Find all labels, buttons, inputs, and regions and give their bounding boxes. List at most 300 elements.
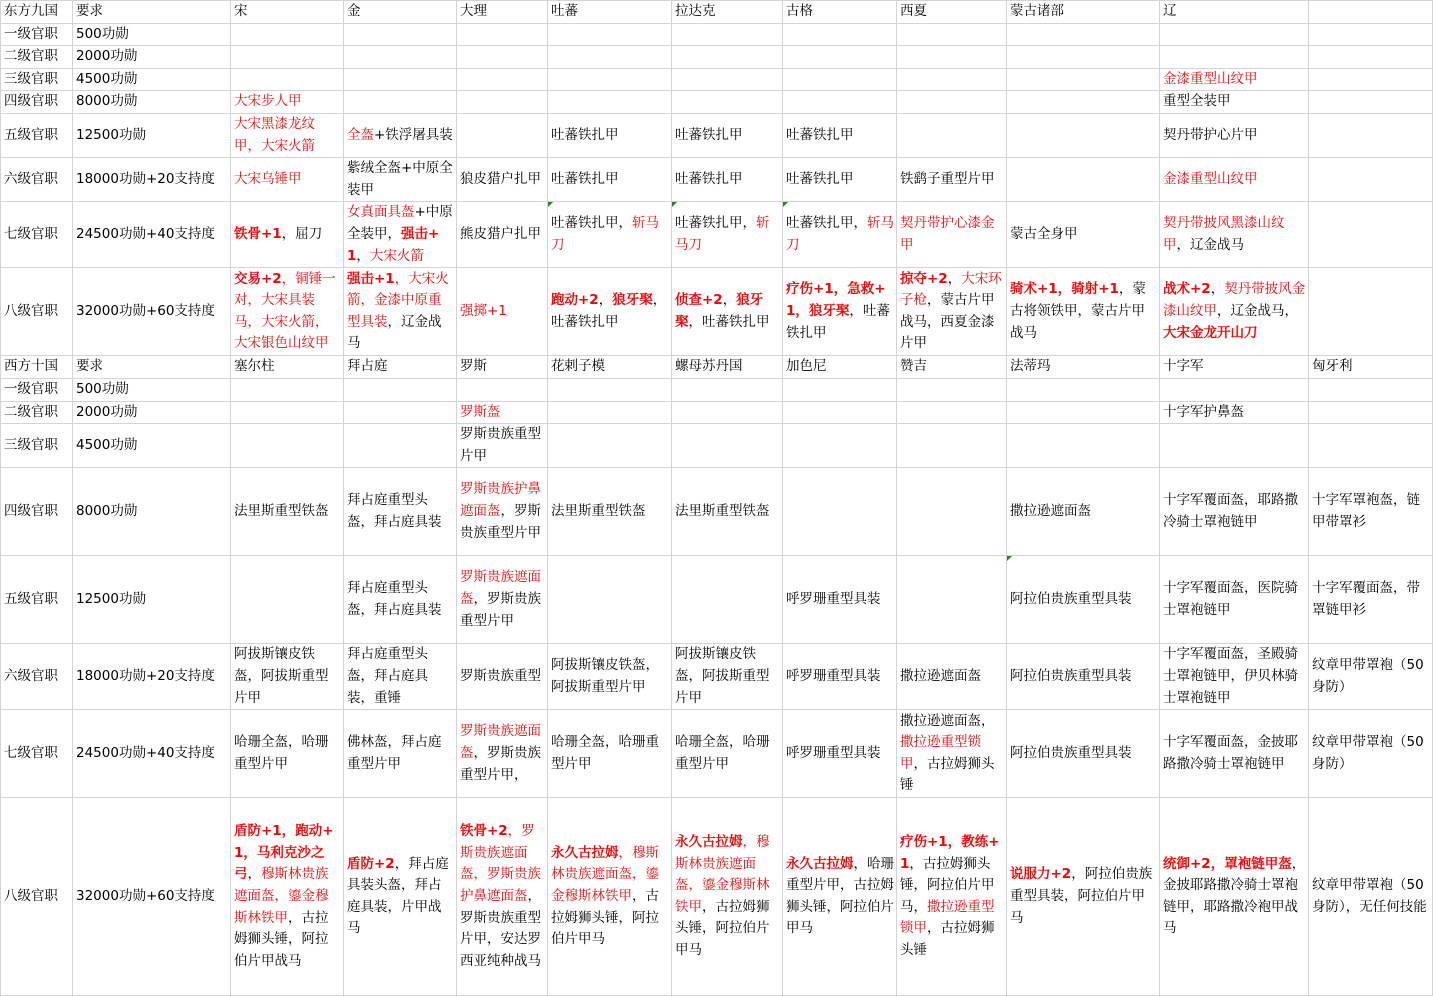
cell-text: 加色尼 (786, 358, 827, 375)
sheet-cell[interactable] (73, 401, 231, 424)
sheet-cell[interactable] (783, 378, 897, 401)
cell-text: 侦查+2 (675, 292, 723, 309)
sheet-cell[interactable] (672, 424, 783, 468)
sheet-cell[interactable] (548, 798, 672, 996)
sheet-cell[interactable] (1007, 23, 1160, 46)
sheet-cell[interactable] (672, 268, 783, 356)
sheet-cell[interactable] (548, 68, 672, 91)
sheet-cell[interactable] (1160, 378, 1309, 401)
sheet-cell[interactable] (73, 356, 231, 379)
sheet-cell[interactable] (1160, 798, 1309, 996)
sheet-cell[interactable] (457, 158, 548, 202)
sheet-cell[interactable] (231, 710, 344, 798)
cell-text: ，古拉姆狮头锤，阿拉伯片甲战马 (234, 909, 329, 969)
sheet-cell[interactable] (548, 1, 672, 24)
sheet-cell[interactable] (783, 113, 897, 157)
sheet-cell[interactable] (783, 710, 897, 798)
sheet-cell[interactable] (548, 113, 672, 157)
sheet-cell[interactable] (344, 424, 457, 468)
cell-text: ，罗斯贵族重型片甲， (460, 745, 541, 783)
sheet-cell[interactable] (73, 113, 231, 157)
cell-text: 匈牙利 (1312, 358, 1353, 375)
sheet-cell[interactable] (344, 1, 457, 24)
cell-text: 契丹带护心片甲 (1163, 126, 1258, 143)
sheet-cell[interactable] (1007, 378, 1160, 401)
sheet-cell[interactable] (1309, 468, 1433, 556)
sheet-cell[interactable] (1309, 91, 1433, 114)
cell-text: 强击+1 (347, 226, 440, 264)
cell-text: 三级官职 (4, 70, 58, 87)
sheet-cell[interactable] (1, 424, 73, 468)
sheet-cell[interactable] (1, 468, 73, 556)
sheet-cell[interactable] (344, 356, 457, 379)
sheet-cell[interactable] (1309, 113, 1433, 157)
sheet-cell[interactable] (1160, 68, 1309, 91)
cell-text: 蒙古诸部 (1010, 3, 1064, 19)
cell-text: 西夏 (900, 3, 927, 19)
sheet-cell[interactable] (1, 1, 73, 24)
cell-text: 吐蕃铁扎甲， (675, 215, 756, 232)
cell-text: 辽 (1163, 3, 1177, 19)
sheet-cell[interactable] (1160, 23, 1309, 46)
sheet-cell[interactable] (1, 158, 73, 202)
sheet-cell[interactable] (783, 798, 897, 996)
sheet-cell[interactable] (548, 378, 672, 401)
sheet-cell[interactable] (897, 644, 1007, 710)
sheet-cell[interactable] (73, 23, 231, 46)
cell-text: 花剌子模 (551, 358, 605, 375)
cell-text: 盾防+2 (347, 855, 395, 872)
cell-text: 十字军 (1163, 358, 1204, 375)
sheet-cell[interactable] (672, 1, 783, 24)
cell-text: ，罗斯贵族重型片甲 (460, 591, 541, 629)
sheet-cell[interactable] (672, 113, 783, 157)
sheet-cell[interactable] (672, 91, 783, 114)
sheet-cell[interactable] (897, 556, 1007, 644)
sheet-cell[interactable] (231, 468, 344, 556)
sheet-cell[interactable] (457, 556, 548, 644)
sheet-cell[interactable] (1160, 113, 1309, 157)
sheet-cell[interactable] (1, 91, 73, 114)
sheet-cell[interactable] (344, 202, 457, 268)
sheet-cell[interactable] (1007, 91, 1160, 114)
sheet-cell[interactable] (783, 158, 897, 202)
sheet-cell[interactable] (1309, 401, 1433, 424)
sheet-cell[interactable] (672, 556, 783, 644)
cell-text: ，辽金战马， (1217, 303, 1298, 320)
sheet-cell[interactable] (73, 202, 231, 268)
sheet-row (1, 23, 1433, 46)
sheet-cell[interactable] (783, 356, 897, 379)
sheet-cell[interactable] (457, 356, 548, 379)
sheet-cell[interactable] (1, 644, 73, 710)
cell-text: ，古拉姆狮头锤，阿拉伯片甲马 (551, 888, 659, 948)
sheet-cell[interactable] (457, 378, 548, 401)
cell-text: 十字军覆面盔，金披耶路撒冷骑士罩袍链甲 (1163, 734, 1298, 772)
sheet-cell[interactable] (1160, 91, 1309, 114)
cell-text: 斩马刀 (551, 215, 659, 253)
sheet-cell[interactable] (231, 378, 344, 401)
sheet-cell[interactable] (1, 23, 73, 46)
sheet-cell[interactable] (73, 798, 231, 996)
sheet-cell[interactable] (1160, 644, 1309, 710)
cell-text: 蒙古全身甲 (1010, 226, 1078, 243)
sheet-cell[interactable] (1309, 1, 1433, 24)
sheet-cell[interactable] (73, 1, 231, 24)
sheet-cell[interactable] (548, 468, 672, 556)
cell-text: ，蒙古片甲战马，西夏金漆片甲 (900, 292, 995, 352)
sheet-cell[interactable] (1, 556, 73, 644)
sheet-cell[interactable] (548, 268, 672, 356)
sheet-cell[interactable] (344, 710, 457, 798)
sheet-cell[interactable] (344, 798, 457, 996)
sheet-cell[interactable] (897, 23, 1007, 46)
cell-text: 掠夺+2 (900, 270, 948, 287)
cell-text: 永久古拉姆 (551, 844, 619, 861)
sheet-cell[interactable] (548, 556, 672, 644)
sheet-cell[interactable] (1, 113, 73, 157)
cell-text: 穆斯林贵族遮面盔，鎏金穆斯林铁甲 (234, 866, 329, 926)
sheet-cell[interactable] (783, 1, 897, 24)
sheet-cell[interactable] (672, 644, 783, 710)
sheet-cell[interactable] (231, 23, 344, 46)
sheet-cell[interactable] (1007, 424, 1160, 468)
sheet-cell[interactable] (548, 91, 672, 114)
sheet-cell[interactable] (1309, 798, 1433, 996)
sheet-cell[interactable] (457, 202, 548, 268)
cell-text: 大宋火箭 (369, 247, 424, 264)
sheet-cell[interactable] (897, 46, 1007, 69)
cell-text: 32000功勋+60支持度 (76, 303, 215, 320)
sheet-cell[interactable] (1007, 46, 1160, 69)
sheet-cell[interactable] (1160, 202, 1309, 268)
sheet-cell[interactable] (1160, 158, 1309, 202)
cell-text: 阿拔斯镶皮铁盔，阿拔斯重型片甲 (234, 646, 329, 706)
sheet-cell[interactable] (231, 356, 344, 379)
sheet-cell[interactable] (783, 424, 897, 468)
cell-text: ， (1210, 281, 1225, 298)
cell-text: 六级官职 (4, 170, 58, 187)
sheet-cell[interactable] (897, 798, 1007, 996)
sheet-cell[interactable] (1160, 468, 1309, 556)
sheet-cell[interactable] (548, 202, 672, 268)
sheet-cell[interactable] (1007, 356, 1160, 379)
sheet-cell[interactable] (783, 46, 897, 69)
sheet-cell[interactable] (672, 710, 783, 798)
sheet-cell[interactable] (1309, 644, 1433, 710)
sheet-cell[interactable] (672, 46, 783, 69)
cell-text: ，吐蕃铁扎甲 (551, 292, 667, 330)
sheet-row (1, 91, 1433, 114)
cell-text: 拜占庭 (347, 358, 388, 375)
sheet-cell[interactable] (231, 1, 344, 24)
sheet-cell[interactable] (897, 468, 1007, 556)
sheet-cell[interactable] (783, 556, 897, 644)
sheet-cell[interactable] (231, 158, 344, 202)
sheet-cell[interactable] (1, 68, 73, 91)
sheet-cell[interactable] (1309, 378, 1433, 401)
sheet-cell[interactable] (231, 401, 344, 424)
sheet-cell[interactable] (1007, 68, 1160, 91)
cell-text: 七级官职 (4, 745, 58, 762)
sheet-cell[interactable] (1309, 158, 1433, 202)
sheet-cell[interactable] (457, 798, 548, 996)
sheet-cell[interactable] (548, 356, 672, 379)
sheet-cell[interactable] (1, 401, 73, 424)
sheet-cell[interactable] (548, 401, 672, 424)
sheet-cell[interactable] (457, 401, 548, 424)
cell-text: 交易+2 (234, 270, 282, 287)
cell-text: 十字军护鼻盔 (1163, 403, 1244, 420)
sheet-cell[interactable] (672, 356, 783, 379)
sheet-cell[interactable] (344, 91, 457, 114)
cell-text: 契丹带披风金漆山纹甲 (1163, 281, 1306, 320)
sheet-cell[interactable] (1007, 556, 1160, 644)
cell-text: 铁骨+1 (234, 226, 282, 243)
sheet-cell[interactable] (73, 91, 231, 114)
sheet-cell[interactable] (1160, 424, 1309, 468)
sheet-cell[interactable] (73, 378, 231, 401)
sheet-cell[interactable] (457, 23, 548, 46)
sheet-cell[interactable] (897, 202, 1007, 268)
sheet-cell[interactable] (1007, 113, 1160, 157)
sheet-cell[interactable] (1007, 468, 1160, 556)
sheet-cell[interactable] (344, 468, 457, 556)
sheet-cell[interactable] (73, 556, 231, 644)
sheet-cell[interactable] (344, 401, 457, 424)
sheet-cell[interactable] (73, 46, 231, 69)
sheet-cell[interactable] (1309, 268, 1433, 356)
sheet-cell[interactable] (548, 710, 672, 798)
sheet-cell[interactable] (1160, 46, 1309, 69)
cell-text: 六级官职 (4, 668, 58, 685)
sheet-cell[interactable] (897, 113, 1007, 157)
sheet-cell[interactable] (1160, 401, 1309, 424)
sheet-cell[interactable] (783, 68, 897, 91)
sheet-cell[interactable] (73, 644, 231, 710)
sheet-cell[interactable] (1160, 268, 1309, 356)
sheet-cell[interactable] (783, 23, 897, 46)
cell-text: 撒拉逊重型锁甲 (900, 734, 981, 772)
sheet-cell[interactable] (548, 158, 672, 202)
sheet-cell[interactable] (1007, 644, 1160, 710)
sheet-cell[interactable] (1309, 23, 1433, 46)
sheet-cell[interactable] (344, 113, 457, 157)
sheet-cell[interactable] (457, 113, 548, 157)
sheet-cell[interactable] (231, 91, 344, 114)
cell-text: 罗斯盔 (460, 403, 501, 420)
sheet-cell[interactable] (457, 91, 548, 114)
sheet-cell[interactable] (1007, 710, 1160, 798)
sheet-cell[interactable] (1, 378, 73, 401)
sheet-cell[interactable] (73, 68, 231, 91)
sheet-cell[interactable] (1309, 710, 1433, 798)
sheet-cell[interactable] (672, 158, 783, 202)
sheet-cell[interactable] (1160, 356, 1309, 379)
sheet-cell[interactable] (231, 798, 344, 996)
sheet-cell[interactable] (344, 46, 457, 69)
sheet-cell[interactable] (783, 468, 897, 556)
sheet-cell[interactable] (672, 202, 783, 268)
sheet-cell[interactable] (231, 202, 344, 268)
sheet-cell[interactable] (1007, 158, 1160, 202)
cell-text: 18000功勋+20支持度 (76, 170, 215, 187)
cell-text: 大宋金龙开山刀 (1163, 324, 1258, 341)
sheet-cell[interactable] (1309, 202, 1433, 268)
cell-text: 纹章甲带罩袍（50身防），无任何技能 (1312, 877, 1427, 915)
cell-text: 撒拉逊遮面盔 (1010, 503, 1091, 520)
sheet-cell[interactable] (672, 798, 783, 996)
cell-text: 女真面具盔 (347, 204, 415, 221)
cell-text: 七级官职 (4, 226, 58, 243)
sheet-cell[interactable] (231, 424, 344, 468)
sheet-cell[interactable] (548, 424, 672, 468)
cell-text: 金漆重型山纹甲 (1163, 70, 1258, 87)
sheet-cell[interactable] (1, 46, 73, 69)
sheet-cell[interactable] (1007, 268, 1160, 356)
cell-text: 12500功勋 (76, 591, 146, 608)
sheet-cell[interactable] (1, 268, 73, 356)
sheet-cell[interactable] (1309, 556, 1433, 644)
sheet-cell[interactable] (897, 91, 1007, 114)
cell-text: 熊皮猎户扎甲 (460, 226, 541, 243)
cell-text: 大宋乌锤甲 (234, 170, 302, 187)
sheet-cell[interactable] (1160, 710, 1309, 798)
sheet-cell[interactable] (783, 644, 897, 710)
cell-text: 纹章甲带罩袍（50身防） (1312, 657, 1424, 695)
sheet-cell[interactable] (344, 556, 457, 644)
cell-text: 法蒂玛 (1010, 358, 1051, 375)
sheet-cell[interactable] (231, 556, 344, 644)
sheet-cell[interactable] (672, 468, 783, 556)
cell-text: 呼罗珊重型具装 (786, 591, 881, 608)
sheet-cell[interactable] (457, 46, 548, 69)
cell-text: 统御+2，罩袍链甲盔 (1163, 855, 1292, 872)
cell-text: 吐蕃铁扎甲 (551, 126, 619, 143)
sheet-cell[interactable] (457, 644, 548, 710)
sheet-cell[interactable] (897, 356, 1007, 379)
cell-text: 契丹带披风黑漆山纹甲 (1163, 215, 1285, 253)
sheet-cell[interactable] (783, 202, 897, 268)
sheet-cell[interactable] (897, 158, 1007, 202)
sheet-cell[interactable] (1309, 46, 1433, 69)
cell-text: 吐蕃铁扎甲， (551, 215, 632, 232)
sheet-cell[interactable] (897, 401, 1007, 424)
sheet-cell[interactable] (344, 23, 457, 46)
sheet-cell[interactable] (1160, 1, 1309, 24)
cell-text: 24500功勋+40支持度 (76, 226, 215, 243)
sheet-cell[interactable] (897, 424, 1007, 468)
sheet-cell[interactable] (73, 468, 231, 556)
sheet-cell[interactable] (231, 46, 344, 69)
sheet-cell[interactable] (457, 1, 548, 24)
cell-text: 罗斯贵族重型 (460, 668, 541, 685)
sheet-cell[interactable] (457, 468, 548, 556)
sheet-cell[interactable] (231, 113, 344, 157)
sheet-cell[interactable] (783, 401, 897, 424)
sheet-cell[interactable] (73, 424, 231, 468)
cell-text: 塞尔柱 (234, 358, 275, 375)
sheet-cell[interactable] (897, 268, 1007, 356)
cell-text: 三级官职 (4, 436, 58, 453)
sheet-cell[interactable] (1160, 556, 1309, 644)
sheet-cell[interactable] (1, 356, 73, 379)
sheet-cell[interactable] (548, 23, 672, 46)
sheet-cell[interactable] (1007, 202, 1160, 268)
sheet-cell[interactable] (672, 401, 783, 424)
cell-text: 永久古拉姆 (786, 855, 854, 872)
cell-text: 十字军覆面盔，圣殿骑士罩袍链甲，伊贝林骑士罩袍链甲 (1163, 646, 1298, 706)
cell-text: 哈珊全盔，哈珊重型片甲 (551, 734, 659, 772)
cell-text: ，古拉姆狮头锤 (900, 920, 995, 958)
sheet-cell[interactable] (457, 68, 548, 91)
sheet-cell[interactable] (457, 424, 548, 468)
cell-text: 契丹带护心漆金甲 (900, 215, 995, 253)
cell-text: 盾防+1，跑动+1，马利克沙之弓 (234, 823, 334, 883)
sheet-cell[interactable] (897, 378, 1007, 401)
cell-text: ，罗斯贵族遮面盔，罗斯贵族护鼻遮面盔 (460, 823, 541, 905)
sheet-cell[interactable] (457, 268, 548, 356)
cell-text: 八级官职 (4, 888, 58, 905)
sheet-cell[interactable] (897, 710, 1007, 798)
cell-text: 24500功勋+40支持度 (76, 745, 215, 762)
sheet-cell[interactable] (1, 710, 73, 798)
sheet-cell[interactable] (1309, 424, 1433, 468)
sheet-cell[interactable] (73, 710, 231, 798)
cell-text: 疗伤+1，教练+1 (900, 834, 1000, 872)
cell-text: ， (356, 247, 370, 264)
sheet-cell[interactable] (231, 644, 344, 710)
cell-text: 五级官职 (4, 591, 58, 608)
sheet-cell[interactable] (783, 268, 897, 356)
cell-text: 十字军覆面盔，医院骑士罩袍链甲 (1163, 580, 1298, 618)
sheet-cell[interactable] (672, 378, 783, 401)
sheet-cell[interactable] (1, 202, 73, 268)
sheet-cell[interactable] (1007, 798, 1160, 996)
cell-text: 阿拔斯镶皮铁盔，阿拔斯重型片甲 (675, 646, 770, 706)
sheet-cell[interactable] (548, 46, 672, 69)
sheet-cell[interactable] (897, 68, 1007, 91)
sheet-cell[interactable] (1, 798, 73, 996)
sheet-row (1, 798, 1433, 996)
sheet-cell[interactable] (231, 68, 344, 91)
sheet-cell[interactable] (73, 158, 231, 202)
cell-text: 狼牙 (612, 292, 640, 309)
sheet-cell[interactable] (344, 268, 457, 356)
sheet-cell[interactable] (344, 378, 457, 401)
sheet-cell[interactable] (1007, 1, 1160, 24)
sheet-cell[interactable] (1309, 68, 1433, 91)
sheet-cell[interactable] (672, 23, 783, 46)
sheet-cell[interactable] (897, 1, 1007, 24)
sheet-cell[interactable] (457, 710, 548, 798)
sheet-cell[interactable] (344, 158, 457, 202)
cell-text: ， (247, 866, 261, 883)
sheet-cell[interactable] (73, 268, 231, 356)
cell-text: 拜占庭重型头盔，拜占庭具装 (347, 580, 442, 618)
sheet-cell[interactable] (344, 68, 457, 91)
cell-text: 十字军覆面盔，带罩链甲衫 (1312, 580, 1420, 618)
sheet-row (1, 424, 1433, 468)
sheet-cell[interactable] (672, 68, 783, 91)
sheet-cell[interactable] (1007, 401, 1160, 424)
sheet-cell[interactable] (548, 644, 672, 710)
sheet-cell[interactable] (231, 268, 344, 356)
sheet-cell[interactable] (1309, 356, 1433, 379)
cell-text: 拜占庭重型头盔，拜占庭具装，重锤 (347, 646, 428, 706)
sheet-cell[interactable] (783, 91, 897, 114)
sheet-cell[interactable] (344, 644, 457, 710)
